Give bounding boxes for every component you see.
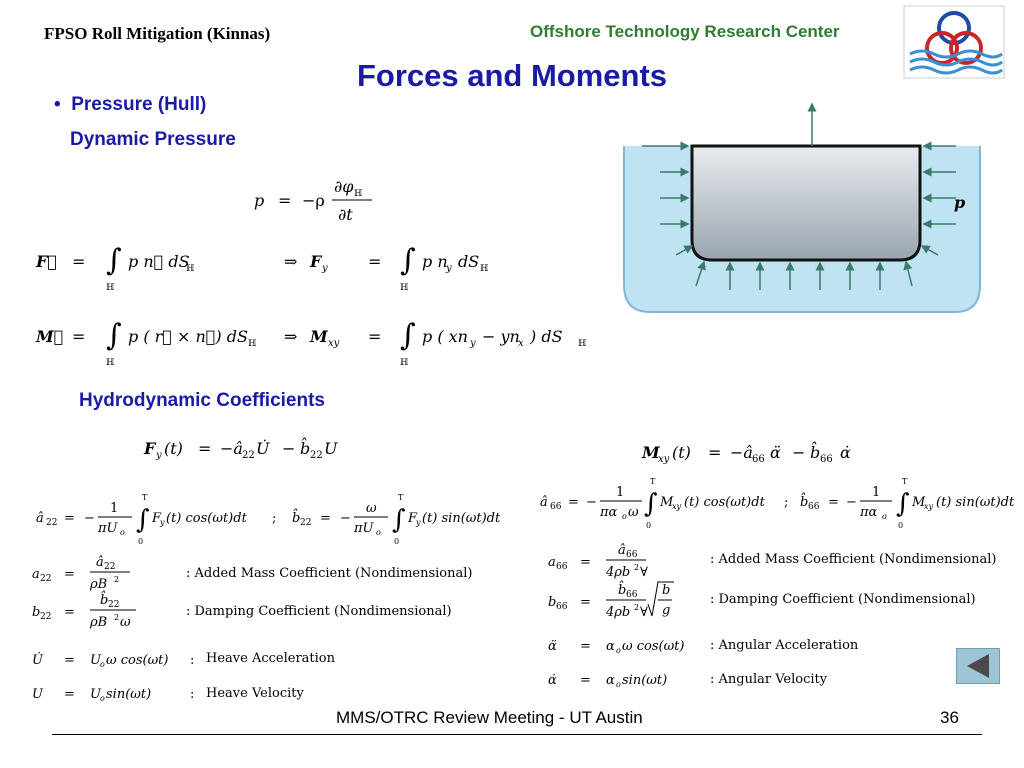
heave-velocity-description: Heave Velocity — [206, 686, 304, 701]
svg-text:M⃗: M⃗ — [36, 327, 64, 346]
svg-text:=: = — [64, 567, 75, 582]
svg-text:∫: ∫ — [392, 505, 406, 535]
svg-text:b̂: b̂ — [810, 443, 821, 462]
page-number: 36 — [940, 708, 959, 727]
svg-text:−: − — [84, 511, 95, 526]
roll-definitions — [546, 538, 706, 698]
svg-text:α̇: α̇ — [840, 443, 851, 462]
svg-text:=: = — [320, 511, 331, 526]
svg-text:∀: ∀ — [640, 605, 648, 620]
svg-text:22: 22 — [108, 600, 120, 610]
svg-text:U: U — [90, 653, 101, 668]
section-hydrodynamic-coefficients: Hydrodynamic Coefficients — [79, 390, 325, 411]
svg-text:(t) cos(ωt)dt: (t) cos(ωt)dt — [684, 495, 765, 510]
roll-coefficient-integrals — [538, 474, 1022, 530]
svg-text:b: b — [662, 583, 671, 598]
svg-text:=: = — [368, 252, 382, 271]
svg-text:−: − — [340, 511, 351, 526]
footer-meeting-name: MMS/OTRC Review Meeting - UT Austin — [336, 708, 643, 727]
svg-text:ρB: ρB — [90, 615, 108, 630]
svg-text:sin(ωt): sin(ωt) — [106, 687, 152, 702]
svg-text:22: 22 — [104, 562, 116, 572]
svg-text:α̈: α̈ — [770, 443, 781, 462]
svg-text:22: 22 — [40, 574, 52, 584]
svg-text:p ( xn: p ( xn — [422, 327, 468, 346]
svg-text:xy: xy — [672, 502, 682, 511]
svg-text:ω: ω — [120, 615, 131, 630]
svg-text:∫: ∫ — [644, 489, 658, 519]
a22-description: : Added Mass Coefficient (Nondimensional) — [186, 566, 473, 581]
svg-text:66: 66 — [808, 502, 820, 512]
slide-title: Forces and Moments — [356, 58, 668, 93]
svg-text:=: = — [368, 327, 382, 346]
svg-text:p n⃗ dS: p n⃗ dS — [128, 252, 190, 271]
hull-pressure-diagram — [620, 100, 985, 315]
svg-text:1: 1 — [872, 485, 881, 500]
svg-text:66: 66 — [556, 602, 568, 612]
svg-text:=: = — [580, 555, 591, 570]
svg-text::: : — [190, 687, 195, 702]
svg-text:2: 2 — [114, 613, 120, 622]
svg-text:−â: −â — [220, 439, 243, 458]
svg-text:dS: dS — [458, 252, 480, 271]
a66-description: : Added Mass Coefficient (Nondimensional) — [710, 552, 997, 567]
svg-text:b̂: b̂ — [618, 583, 627, 598]
section-dynamic-pressure: Dynamic Pressure — [70, 129, 236, 150]
bullet-pressure-hull: • Pressure (Hull) — [54, 94, 207, 115]
heave-force-equation — [140, 432, 380, 466]
svg-text:o: o — [882, 512, 887, 521]
pressure-equations — [30, 170, 610, 380]
svg-text:o: o — [100, 694, 105, 703]
svg-text:y: y — [160, 518, 165, 527]
svg-text:M: M — [660, 495, 674, 510]
svg-text:;: ; — [272, 511, 277, 526]
header-organization-name: Offshore Technology Research Center — [530, 22, 840, 41]
bullet-text: Pressure (Hull) — [71, 94, 207, 115]
svg-text:−ρ: −ρ — [302, 191, 325, 210]
svg-text:F: F — [310, 252, 322, 271]
svg-text:â: â — [618, 543, 626, 558]
svg-text:o: o — [100, 660, 105, 669]
svg-text:(t) sin(ωt)dt: (t) sin(ωt)dt — [936, 495, 1015, 510]
svg-text:y: y — [470, 338, 476, 349]
svg-text:T: T — [902, 477, 908, 486]
svg-text:ℍ: ℍ — [248, 339, 257, 349]
b66-description: : Damping Coefficient (Nondimensional) — [710, 592, 976, 607]
svg-text:ω: ω — [366, 501, 377, 516]
svg-text:−: − — [846, 495, 857, 510]
svg-text:o: o — [376, 528, 381, 537]
svg-text:â: â — [540, 495, 548, 510]
svg-text:T: T — [650, 477, 656, 486]
svg-text:4ρb: 4ρb — [606, 565, 631, 580]
svg-text:g: g — [662, 603, 671, 618]
triangle-left-icon — [957, 649, 999, 683]
svg-text:b: b — [548, 595, 557, 610]
svg-text:22: 22 — [300, 518, 312, 528]
svg-text:(t) sin(ωt)dt: (t) sin(ωt)dt — [422, 511, 501, 526]
svg-text:66: 66 — [556, 562, 568, 572]
svg-text:F: F — [408, 511, 418, 526]
svg-text:22: 22 — [40, 612, 52, 622]
svg-text:(t) cos(ωt)dt: (t) cos(ωt)dt — [166, 511, 247, 526]
svg-text::: : — [190, 653, 195, 668]
svg-text:66: 66 — [550, 502, 562, 512]
svg-text:−: − — [282, 439, 296, 458]
svg-text:x: x — [518, 338, 524, 349]
svg-text:−â: −â — [730, 443, 753, 462]
svg-text:U: U — [90, 687, 101, 702]
header-presentation-title: FPSO Roll Mitigation (Kinnas) — [44, 24, 271, 43]
svg-text:sin(ωt): sin(ωt) — [622, 673, 668, 688]
svg-text:=: = — [72, 327, 86, 346]
svg-text:66: 66 — [820, 454, 833, 465]
svg-text:U: U — [324, 439, 338, 458]
svg-text:T: T — [398, 493, 404, 502]
svg-text:=: = — [580, 673, 591, 688]
svg-text:∫: ∫ — [136, 505, 150, 535]
heave-coefficient-integrals — [34, 490, 514, 546]
svg-text:=: = — [568, 495, 579, 510]
svg-text:=: = — [72, 252, 86, 271]
angular-velocity-description: : Angular Velocity — [710, 672, 828, 687]
roll-moment-equation — [640, 436, 900, 470]
svg-text:F: F — [144, 439, 156, 458]
svg-text:66: 66 — [626, 550, 638, 560]
svg-text:=: = — [64, 605, 75, 620]
previous-slide-button[interactable] — [956, 648, 1000, 684]
svg-text:0: 0 — [138, 537, 144, 546]
svg-text:− yn: − yn — [482, 327, 520, 346]
svg-text:=: = — [278, 191, 292, 210]
svg-text:ω cos(ωt): ω cos(ωt) — [106, 653, 169, 668]
svg-text:0: 0 — [646, 521, 652, 530]
svg-text:â: â — [36, 511, 44, 526]
svg-text:4ρb: 4ρb — [606, 605, 631, 620]
svg-text:−: − — [586, 495, 597, 510]
svg-text:ℍ: ℍ — [578, 339, 587, 349]
svg-text:ℍ: ℍ — [480, 264, 489, 274]
svg-text:(t): (t) — [672, 443, 691, 462]
svg-text:M: M — [310, 327, 328, 346]
svg-text:∂φ: ∂φ — [334, 177, 354, 196]
svg-text:U̇: U̇ — [32, 653, 43, 668]
hull-section — [692, 146, 920, 260]
svg-text:∫: ∫ — [896, 489, 910, 519]
svg-text:66: 66 — [752, 454, 765, 465]
svg-text:2: 2 — [634, 603, 640, 612]
heave-acceleration-description: Heave Acceleration — [206, 651, 335, 666]
svg-text:) dS: ) dS — [530, 327, 563, 346]
svg-text:o: o — [622, 512, 627, 521]
svg-text:ω: ω — [628, 505, 639, 520]
svg-text:0: 0 — [394, 537, 400, 546]
svg-text:66: 66 — [626, 590, 638, 600]
svg-text:U: U — [32, 687, 43, 702]
svg-text:α: α — [606, 639, 615, 654]
svg-text:ℍ: ℍ — [106, 283, 115, 293]
svg-text:=: = — [828, 495, 839, 510]
svg-text:ℍ: ℍ — [106, 358, 115, 368]
svg-text:ω cos(ωt): ω cos(ωt) — [622, 639, 685, 654]
svg-text:y: y — [322, 263, 328, 274]
svg-text:22: 22 — [310, 450, 323, 461]
svg-text:U̇: U̇ — [256, 439, 270, 458]
svg-text:∀: ∀ — [640, 565, 648, 580]
svg-text:=: = — [580, 639, 591, 654]
svg-text:=: = — [708, 443, 722, 462]
svg-text:ℍ: ℍ — [354, 189, 363, 199]
svg-text:=: = — [64, 511, 75, 526]
b22-description: : Damping Coefficient (Nondimensional) — [186, 604, 452, 619]
svg-text:;: ; — [784, 495, 789, 510]
svg-text:=: = — [198, 439, 212, 458]
svg-text:M: M — [642, 443, 660, 462]
angular-acceleration-description: : Angular Acceleration — [710, 638, 859, 653]
svg-text:p: p — [254, 191, 265, 210]
svg-text:22: 22 — [46, 518, 58, 528]
svg-text:p n: p n — [422, 252, 448, 271]
svg-text:2: 2 — [114, 575, 120, 584]
svg-text:b̂: b̂ — [300, 439, 311, 458]
svg-text:=: = — [580, 595, 591, 610]
svg-text:∫: ∫ — [400, 318, 416, 353]
svg-text:b̂: b̂ — [100, 593, 109, 608]
svg-text:ℍ: ℍ — [186, 264, 195, 274]
svg-text:ℍ: ℍ — [400, 358, 409, 368]
svg-text:⇒: ⇒ — [284, 252, 298, 271]
svg-text:ρB: ρB — [90, 577, 108, 592]
svg-text:⇒: ⇒ — [284, 327, 298, 346]
svg-text:xy: xy — [328, 338, 340, 349]
svg-text:T: T — [142, 493, 148, 502]
footer-divider — [52, 734, 982, 735]
svg-text:M: M — [912, 495, 926, 510]
svg-text:−: − — [792, 443, 806, 462]
svg-text:y: y — [156, 450, 162, 461]
svg-text:∂t: ∂t — [338, 205, 353, 224]
svg-text:o: o — [616, 680, 621, 689]
svg-text:F: F — [152, 511, 162, 526]
svg-text:a: a — [32, 567, 40, 582]
svg-text:b̂: b̂ — [800, 495, 809, 510]
svg-text:o: o — [120, 528, 125, 537]
svg-text:πU: πU — [354, 521, 374, 536]
svg-text:b̂: b̂ — [292, 511, 301, 526]
svg-text:∫: ∫ — [106, 318, 122, 353]
svg-text:xy: xy — [658, 454, 670, 465]
svg-text:α̇: α̇ — [548, 673, 557, 688]
svg-text:2: 2 — [634, 563, 640, 572]
svg-text:(t): (t) — [164, 439, 183, 458]
svg-text:1: 1 — [616, 485, 625, 500]
pressure-label: p — [954, 193, 966, 212]
svg-text:xy: xy — [924, 502, 934, 511]
svg-text:y: y — [446, 263, 452, 274]
svg-text:0: 0 — [898, 521, 904, 530]
svg-text:F⃗: F⃗ — [36, 252, 57, 271]
svg-text:o: o — [616, 646, 621, 655]
svg-text:1: 1 — [110, 501, 119, 516]
svg-text:πU: πU — [98, 521, 118, 536]
svg-text:22: 22 — [242, 450, 255, 461]
svg-text:=: = — [64, 653, 75, 668]
svg-text:b: b — [32, 605, 41, 620]
svg-text:πα: πα — [860, 505, 878, 520]
svg-text:α: α — [606, 673, 615, 688]
svg-text:α̈: α̈ — [548, 639, 557, 654]
svg-text:=: = — [64, 687, 75, 702]
svg-text:â: â — [96, 555, 104, 570]
svg-text:y: y — [416, 518, 421, 527]
svg-text:∫: ∫ — [400, 243, 416, 278]
svg-text:∫: ∫ — [106, 243, 122, 278]
svg-text:ℍ: ℍ — [400, 283, 409, 293]
svg-text:πα: πα — [600, 505, 618, 520]
svg-text:a: a — [548, 555, 556, 570]
svg-text:p ( r⃗ × n⃗) dS: p ( r⃗ × n⃗) dS — [128, 327, 248, 346]
